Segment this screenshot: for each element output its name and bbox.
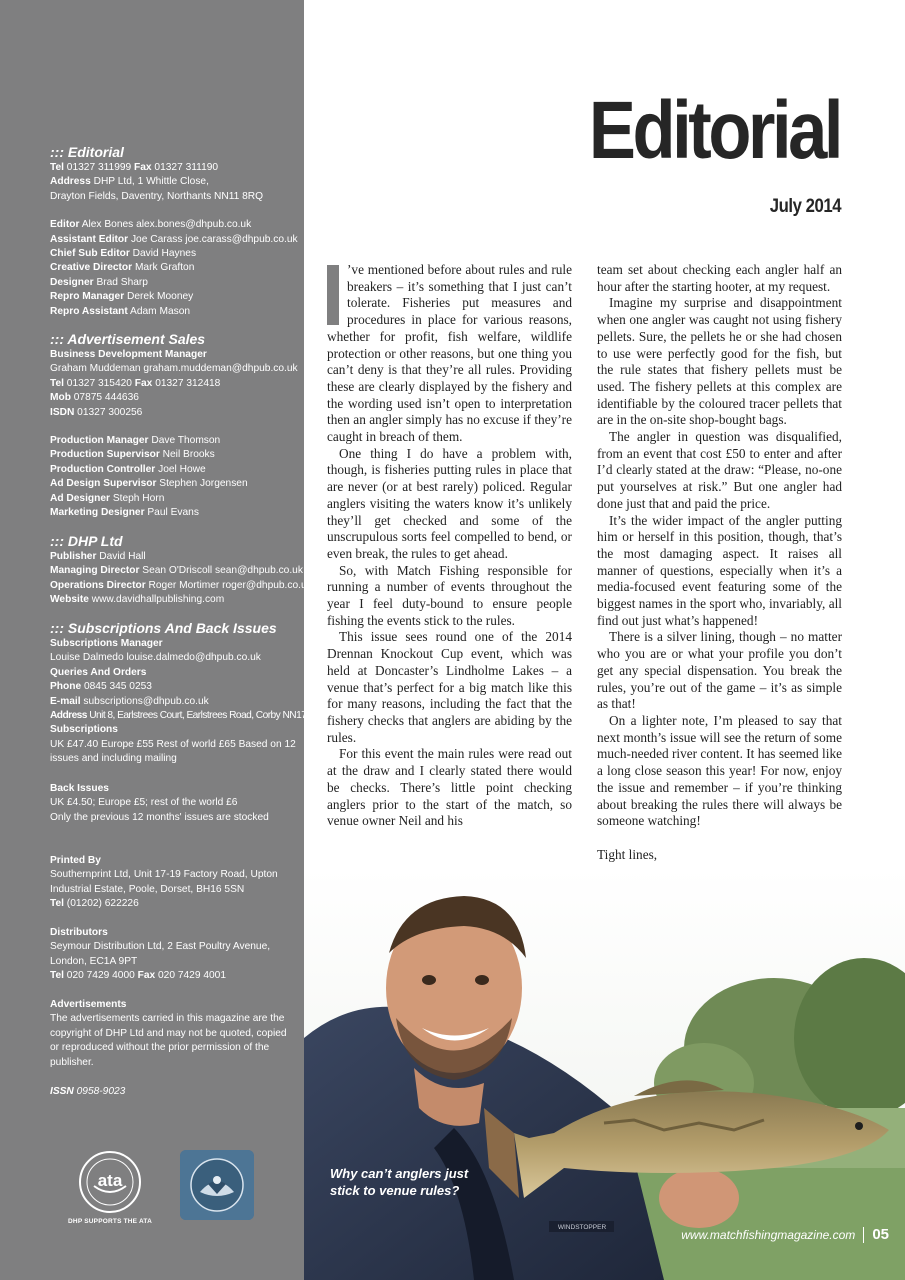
article-paragraph: It’s the wider impact of the angler putting him or herself in this position, though, that’s the most damaging aspect. It raises all manner of questions, especially when it’s a media-focused event featuring some of the biggest names in the sport who, invariably, all find out just what’s happened! — [597, 512, 842, 628]
signoff: Tight lines, — [597, 846, 658, 862]
editorial-phone: Tel 01327 311999 Fax 01327 311190 — [50, 162, 219, 173]
back-issues — [50, 782, 298, 825]
staff-row: Repro Manager Derek Mooney — [50, 291, 194, 303]
page-title: Editorial — [588, 85, 840, 176]
back-issues-note: Only the previous 12 months' issues are stocked — [50, 811, 269, 823]
angler-with-carp-image — [304, 868, 905, 1280]
conservation-emblem-icon — [180, 1150, 254, 1220]
back-issues-label: Back Issues — [50, 783, 109, 794]
staff-row: Editor Alex Bones alex.bones@dhpub.co.uk — [50, 219, 252, 231]
printed-by-text: Southernprint Ltd, Unit 17-19 Factory Road, Upton Industrial Estate, Poole, Dorset, BH16 5SN — [50, 869, 278, 895]
article-paragraph: ’ve mentioned before about rules and rule breakers – it’s something that I just can’t tolerate. Fisheries put measures and procedures in place for various reasons, whether for profit, fish welfare, wildlife protection or other reasons, but one thing you can’t deny is that they’re all rules. Providing these are clearly displayed by the fishery and the wording used isn’t open to interpretation then an angler simply has no excuse if they’re caught in breach of them. — [327, 262, 572, 445]
section-heading-ad-sales: ::: Advertisement Sales — [50, 331, 206, 347]
article-column-1 — [327, 262, 572, 830]
article-paragraph: Imagine my surprise and disappointment when one angler was caught not using fishery pellets. Sure, the pellets he or she had chosen to use were perfectly good for the fish, but the rule states that fishery pellets must be used. The fishery pellets at this complex are identifiable by the coloured tracer pellets that are in the on-site shop-bought bags. — [597, 295, 842, 428]
staff-row: Designer Brad Sharp — [50, 276, 148, 288]
staff-row: Creative Director Mark Grafton — [50, 262, 195, 274]
staff-row: Chief Sub Editor David Haynes — [50, 248, 197, 260]
bdm-label: Business Development Manager — [50, 349, 207, 360]
angler-photo — [304, 868, 905, 1280]
subs-manager-label: Subscriptions Manager — [50, 638, 163, 649]
ads-mobile: Mob 07875 444636 — [50, 392, 139, 404]
subscriptions-contacts — [50, 620, 327, 767]
conservation-logo — [180, 1150, 254, 1220]
page-footer — [681, 1226, 889, 1243]
dhp-row: Operations Director Roger Mortimer roger@dhpub.co.uk — [50, 579, 312, 591]
footer-divider — [863, 1227, 864, 1243]
dhp-row: Website www.davidhallpublishing.com — [50, 594, 225, 606]
article-paragraph: One thing I do have a problem with, though, is fisheries putting rules in place that are never (or at best rarely) policed. Regular anglers visiting the waters know it’s unlikely they’ll get checked and some of the unscrupulous sorts feel compelled to bend, or even break, the rules to get ahead. — [327, 445, 572, 561]
production-row: Production Manager Dave Thomson — [50, 435, 221, 446]
subscriptions-label: Subscriptions — [50, 724, 118, 736]
distributors-label: Distributors — [50, 927, 108, 938]
dhp-contacts — [50, 533, 312, 608]
staff-row: Assistant Editor Joe Carass joe.carass@dhpub.co.uk — [50, 233, 298, 245]
article-paragraph: On a lighter note, I’m pleased to say that next month’s issue will see the return of some much-needed river content. It has seemed like a long close season this year! For now, enjoy the issue and remember – if you’re thinking about breaking the rules there will always be someone watching! — [597, 712, 842, 829]
printed-by-phone: Tel (01202) 622226 — [50, 898, 139, 910]
production-row: Production Controller Joel Howe — [50, 463, 206, 475]
article-paragraph: team set about checking each angler half an hour after the starting hooter, at my request. — [597, 262, 842, 294]
distributors-text: Seymour Distribution Ltd, 2 East Poultry Avenue, London, EC1A 9PT — [50, 941, 271, 967]
section-heading-dhp: ::: DHP Ltd — [50, 533, 123, 549]
article-paragraph: So, with Match Fishing responsible for running a number of events throughout the year I feel duty-bound to ensure people fishing the events stick to the rules. — [327, 562, 572, 628]
ads-phone: Tel 01327 315420 Fax 01327 312418 — [50, 377, 221, 389]
advertisements-notice — [50, 998, 298, 1070]
issue-date: July 2014 — [769, 196, 841, 217]
printer-info — [50, 854, 298, 912]
ata-caption: DHP SUPPORTS THE ATA — [68, 1218, 152, 1225]
subs-manager: Louise Dalmedo louise.dalmedo@dhpub.co.uk — [50, 652, 261, 664]
jacket-label: WINDSTOPPER — [557, 1224, 607, 1231]
article-paragraph: This issue sees round one of the 2014 Drennan Knockout Cup event, which was held at Doncaster’s Lindholme Lakes – a venue that’s perfect for a big match like this for many reasons, including the fact that the fishery checks that anglers are abiding by the rules. — [327, 629, 572, 745]
editorial-address-2: Drayton Fields, Daventry, Northants NN11 8RQ — [50, 190, 264, 202]
issn-line — [50, 1085, 298, 1099]
staff-row: Repro Assistant Adam Mason — [50, 305, 191, 317]
caption-line: stick to venue rules? — [330, 1183, 460, 1198]
ata-logo-text: ata — [97, 1171, 123, 1190]
subs-address: Address Unit 8, Earlstrees Court, Earlstrees Road, Corby NN17 4AX — [50, 710, 327, 722]
production-row: Production Supervisor Neil Brooks — [50, 449, 215, 461]
subs-email: E-mail subscriptions@dhpub.co.uk — [50, 695, 209, 707]
article-column-2 — [597, 262, 842, 940]
queries-label: Queries And Orders — [50, 666, 147, 678]
distributors-phone: Tel 020 7429 4000 Fax 020 7429 4001 — [50, 970, 227, 982]
dhp-row: Publisher David Hall — [50, 551, 146, 562]
drop-cap-bar — [327, 265, 339, 325]
subs-phone: Phone 0845 345 0253 — [50, 681, 152, 693]
subscriptions-prices: UK £47.40 Europe £55 Rest of world £65 Based on 12 issues and including mailing — [50, 738, 296, 765]
article-paragraph: The angler in question was disqualified, from an event that cost £50 to enter and after I’d clearly stated at the draw: “Please, no-one put yourselves at risk.” But one angler had done just that and paid the price. — [597, 429, 842, 511]
section-heading-subscriptions: ::: Subscriptions And Back Issues — [50, 620, 277, 636]
advertisements-label: Advertisements — [50, 999, 127, 1010]
issn-number: 0958-9023 — [73, 1086, 126, 1097]
section-heading-editorial: ::: Editorial — [50, 144, 124, 160]
back-issues-prices: UK £4.50; Europe £5; rest of the world £6 — [50, 797, 238, 809]
dhp-row: Managing Director Sean O'Driscoll sean@dhpub.co.uk — [50, 565, 303, 577]
caption-line: Why can’t anglers just — [330, 1166, 469, 1181]
distributor-info — [50, 926, 298, 984]
production-row: Ad Designer Steph Horn — [50, 492, 165, 504]
production-contacts — [50, 434, 298, 520]
article-paragraph: For this event the main rules were read out at the draw and I clearly stated there would be checks. There’s little point checking anglers prior to the start of the match, so venue owner Neil and his — [327, 746, 572, 829]
article-paragraph: There is a silver lining, though – no matter who you are or what your profile you don’t get any special dispensation. You break the rules, you’re out of the game – it’s as simple as that! — [597, 629, 842, 712]
ata-logo — [78, 1150, 142, 1214]
photo-caption — [330, 1165, 468, 1199]
production-row: Marketing Designer Paul Evans — [50, 507, 199, 519]
editorial-address: Address DHP Ltd, 1 Whittle Close, — [50, 176, 209, 188]
printed-by-label: Printed By — [50, 855, 101, 866]
ad-sales-contacts — [50, 331, 298, 420]
advertisements-text: The advertisements carried in this magazine are the copyright of DHP Ltd and may not be quoted, copied or reproduced without the prior permission of the publisher. — [50, 1013, 287, 1068]
website-url[interactable]: www.matchfishingmagazine.com — [681, 1227, 856, 1242]
page-number: 05 — [872, 1226, 889, 1243]
production-row: Ad Design Supervisor Stephen Jorgensen — [50, 478, 248, 490]
editorial-contacts — [50, 144, 298, 319]
ads-isdn: ISDN 01327 300256 — [50, 406, 143, 418]
sidebar — [0, 0, 327, 1280]
issn-label: ISSN — [50, 1086, 74, 1097]
bdm-name: Graham Muddeman graham.muddeman@dhpub.co.uk — [50, 363, 298, 375]
